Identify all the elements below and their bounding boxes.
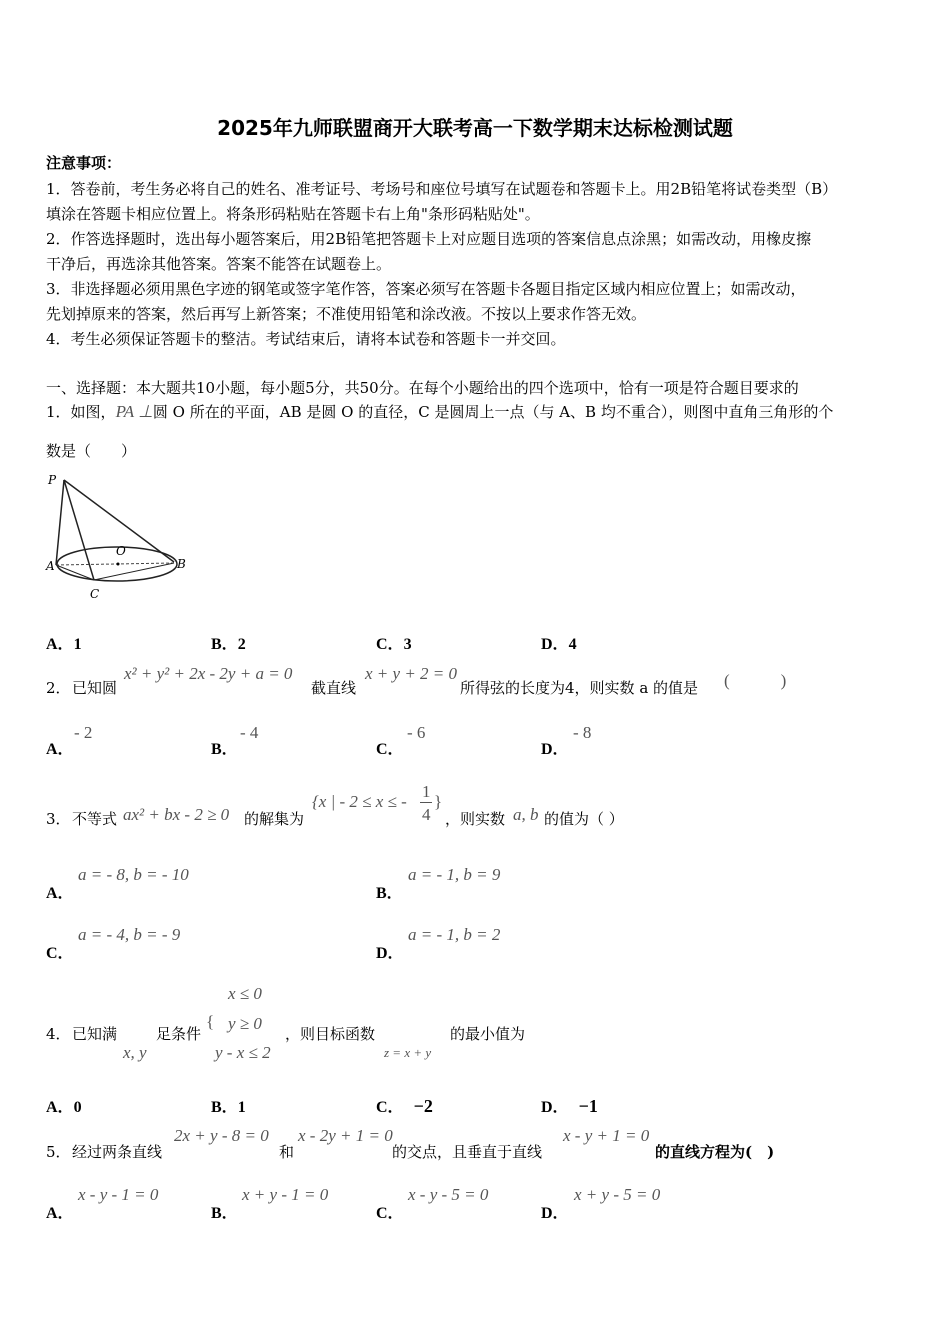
text-fragment: D．	[541, 1099, 569, 1116]
text-fragment: x - y - 5 = 0	[408, 1185, 489, 1204]
option-d: D．	[541, 1205, 569, 1222]
notice-line: 3．非选择题必须用黑色字迹的钢笔或签字笔作答，答案必须写在答题卡各题目指定区域内相应位置上；如需改动，	[46, 280, 806, 298]
label-A: A	[46, 559, 55, 573]
notice-heading: 注意事项：	[46, 154, 122, 172]
text-fragment	[56, 565, 94, 580]
text-fragment: A．	[46, 636, 74, 653]
text-fragment: 3	[403, 636, 412, 653]
q-text: 不等式	[72, 810, 118, 828]
notice-line: 干净后，再选涂其他答案。答案不能答在试题卷上。	[46, 255, 392, 273]
notice-line: 1．答卷前，考生务必将自己的姓名、准考证号、考场号和座位号填写在试题卷和答题卡上。用2B铅笔将试卷类型（B）	[46, 180, 838, 198]
q-text: 的最小值为	[450, 1025, 526, 1043]
option-b: B．	[211, 1205, 238, 1222]
q-math: 2x + y - 8 = 0	[174, 1126, 269, 1145]
text-fragment: - 8	[573, 723, 592, 742]
q-math: PA ⊥	[115, 402, 153, 421]
text-fragment: 1	[237, 1099, 246, 1116]
text-fragment: C．	[376, 636, 404, 653]
text-fragment	[56, 480, 64, 565]
option-c: C．	[376, 1205, 404, 1222]
text-fragment: −1	[578, 1096, 598, 1116]
q-text: 如图，	[70, 403, 116, 421]
text-fragment: y ≥ 0	[228, 1014, 262, 1033]
q-text: 经过两条直线	[72, 1143, 163, 1161]
question-number: 1．	[46, 403, 71, 421]
text-fragment: C．	[376, 1099, 404, 1116]
text-fragment	[420, 802, 432, 803]
text-fragment: x - y - 1 = 0	[78, 1185, 159, 1204]
cone-figure	[44, 470, 194, 605]
q-text: ，则实数	[445, 810, 506, 828]
q-text: 和	[279, 1143, 295, 1161]
option-c	[376, 631, 412, 654]
notice-line: 4．考生必须保证答题卡的整洁。考试结束后，请将本试卷和答题卡一并交回。	[46, 330, 566, 348]
text-fragment: x ≤ 0	[228, 984, 262, 1003]
text-fragment: z = x + y	[384, 1045, 432, 1060]
text-fragment: −2	[413, 1096, 433, 1116]
q-text: 的解集为	[244, 810, 305, 828]
option-a: A．	[46, 1205, 74, 1222]
text-fragment	[56, 563, 174, 565]
text-fragment: - 6	[407, 723, 426, 742]
text-fragment: 4	[568, 636, 577, 653]
q-math: a, b	[513, 805, 539, 824]
page-title: 2025年九师联盟商开大联考高一下数学期末达标检测试题	[217, 116, 733, 140]
text-fragment: 1	[422, 782, 431, 801]
option-a: A．	[46, 885, 74, 902]
q-text: 足条件	[156, 1025, 202, 1043]
option-b	[211, 1094, 246, 1117]
option-d: D．	[541, 741, 569, 758]
answer-paren: ( )	[724, 671, 787, 690]
label-B: B	[177, 557, 186, 571]
q-math: x - y + 1 = 0	[563, 1126, 650, 1145]
option-b: B．	[211, 741, 238, 758]
q-math: x - 2y + 1 = 0	[298, 1126, 393, 1145]
q1-text-cont: 数是（ ）	[46, 442, 137, 460]
text-fragment	[117, 563, 120, 566]
option-a	[46, 1094, 82, 1117]
notice-line: 先划掉原来的答案，然后再写上新答案；不准使用铅笔和涂改液。不按以上要求作答无效。	[46, 305, 647, 323]
label-O: O	[116, 544, 126, 558]
q-math: x + y + 2 = 0	[365, 664, 458, 683]
label-P: P	[48, 473, 57, 487]
option-c	[376, 1094, 433, 1117]
text-fragment: {	[206, 1012, 215, 1031]
text-fragment: x + y - 1 = 0	[242, 1185, 329, 1204]
text-fragment: A．	[46, 1099, 74, 1116]
text-fragment: 2	[237, 636, 246, 653]
q-text: 已知圆	[72, 679, 118, 697]
text-fragment: 4	[422, 805, 431, 824]
text-fragment: 1	[73, 636, 82, 653]
option-c: C．	[46, 945, 74, 962]
text-fragment: a = - 1, b = 9	[408, 865, 501, 884]
text-fragment: }	[434, 792, 443, 811]
text-fragment: a = - 8, b = - 10	[78, 865, 189, 884]
text-fragment: B．	[211, 636, 238, 653]
q-text: 所得弦的长度为4，则实数 a 的值是	[460, 679, 699, 697]
q-math: x² + y² + 2x - 2y + a = 0	[124, 664, 293, 683]
q3-num: 3．	[46, 810, 71, 828]
text-fragment: y - x ≤ 2	[215, 1043, 271, 1062]
notice-line: 2．作答选择题时，选出每小题答案后，用2B铅笔把答题卡上对应题目选项的答案信息点涂黑；如需改动，用橡皮擦	[46, 230, 812, 248]
q-math: {x | - 2 ≤ x ≤ -	[312, 792, 407, 811]
q-text: 的直线方程为( )	[655, 1143, 775, 1161]
q-text: 圆 O 所在的平面，AB 是圆 O 的直径，C 是圆周上一点（与 A、B 均不重合），则图中直角三角形的个	[152, 403, 834, 421]
text-fragment: 0	[73, 1099, 82, 1116]
q5-num: 5．	[46, 1143, 71, 1161]
section-heading: 一、选择题：本大题共10小题，每小题5分，共50分。在每个小题给出的四个选项中，恰有一项是符合题目要求的	[46, 379, 799, 397]
q2-num: 2．	[46, 679, 71, 697]
q-math: ax² + bx - 2 ≥ 0	[123, 805, 230, 824]
q-text: 已知满	[72, 1025, 118, 1043]
q4-num: 4．	[46, 1025, 71, 1043]
question-1	[46, 401, 833, 422]
text-fragment: - 2	[74, 723, 93, 742]
text-fragment: D．	[541, 636, 569, 653]
label-C: C	[90, 587, 100, 601]
q-text: 的交点，且垂直于直线	[392, 1143, 543, 1161]
text-fragment: B．	[211, 1099, 238, 1116]
text-fragment: a = - 4, b = - 9	[78, 925, 181, 944]
option-c: C．	[376, 741, 404, 758]
option-d: D．	[376, 945, 404, 962]
option-a: A．	[46, 741, 74, 758]
q-math: x, y	[123, 1043, 147, 1062]
text-fragment: a = - 1, b = 2	[408, 925, 501, 944]
q-text: 截直线	[311, 679, 357, 697]
text-fragment	[94, 563, 174, 580]
q-text: ，则目标函数	[285, 1025, 376, 1043]
option-a	[46, 631, 82, 654]
q-text: 的值为（ ）	[544, 810, 624, 828]
option-b: B．	[376, 885, 403, 902]
option-d	[541, 631, 577, 654]
option-b	[211, 631, 246, 654]
text-fragment: - 4	[240, 723, 259, 742]
notice-line: 填涂在答题卡相应位置上。将条形码粘贴在答题卡右上角"条形码粘贴处"。	[46, 205, 540, 223]
option-d	[541, 1094, 598, 1117]
text-fragment: x + y - 5 = 0	[574, 1185, 661, 1204]
